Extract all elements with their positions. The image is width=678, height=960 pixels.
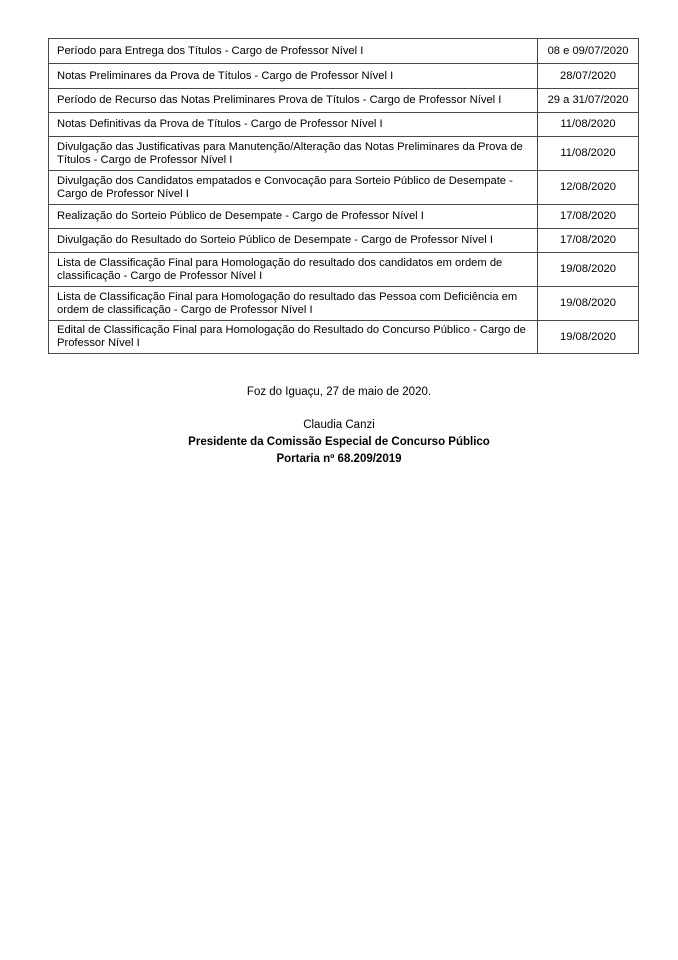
place-date: Foz do Iguaçu, 27 de maio de 2020.	[246, 386, 432, 398]
event-cell: Notas Definitivas da Prova de Títulos - Cargo de Professor Nível I	[49, 113, 538, 137]
table-row	[49, 205, 639, 229]
date-cell: 29 a 31/07/2020	[538, 89, 639, 113]
date-cell: 19/08/2020	[538, 321, 639, 354]
event-cell: Lista de Classificação Final para Homologação do resultado das Pessoa com Deficiência em ordem de classificação - Cargo de Professor Nível I	[49, 287, 538, 321]
date-cell: 17/08/2020	[538, 205, 639, 229]
event-cell: Período de Recurso das Notas Preliminares Prova de Títulos - Cargo de Professor Nível I	[49, 89, 538, 113]
date-cell: 28/07/2020	[538, 64, 639, 89]
table-row	[49, 89, 639, 113]
event-cell: Notas Preliminares da Prova de Títulos - Cargo de Professor Nível I	[49, 64, 538, 89]
date-cell: 11/08/2020	[538, 137, 639, 171]
table-row	[49, 321, 639, 354]
event-cell: Edital de Classificação Final para Homologação do Resultado do Concurso Público - Cargo de Professor Nível I	[49, 321, 538, 354]
schedule-table	[48, 38, 639, 354]
table-row	[49, 39, 639, 64]
date-cell: 17/08/2020	[538, 229, 639, 253]
table-row	[49, 287, 639, 321]
table-row	[49, 171, 639, 205]
signer-name: Claudia Canzi	[303, 419, 375, 431]
signer-title: Presidente da Comissão Especial de Concurso Público	[188, 436, 490, 448]
table-row	[49, 64, 639, 89]
event-cell: Divulgação do Resultado do Sorteio Público de Desempate - Cargo de Professor Nível I	[49, 229, 538, 253]
date-cell: 19/08/2020	[538, 287, 639, 321]
date-cell: 08 e 09/07/2020	[538, 39, 639, 64]
ordinance-number: Portaria nº 68.209/2019	[276, 453, 402, 465]
event-cell: Lista de Classificação Final para Homologação do resultado dos candidatos em ordem de classificação - Cargo de Professor Nível I	[49, 253, 538, 287]
event-cell: Realização do Sorteio Público de Desempate - Cargo de Professor Nível I	[49, 205, 538, 229]
event-cell: Divulgação das Justificativas para Manutenção/Alteração das Notas Preliminares da Prova de Títulos - Cargo de Professor Nível I	[49, 137, 538, 171]
event-cell: Período para Entrega dos Títulos - Cargo de Professor Nível I	[49, 39, 538, 64]
table-row	[49, 113, 639, 137]
table-row	[49, 253, 639, 287]
table-row	[49, 137, 639, 171]
event-cell: Divulgação dos Candidatos empatados e Convocação para Sorteio Público de Desempate - Cargo de Professor Nível I	[49, 171, 538, 205]
date-cell: 11/08/2020	[538, 113, 639, 137]
table-row	[49, 229, 639, 253]
date-cell: 19/08/2020	[538, 253, 639, 287]
date-cell: 12/08/2020	[538, 171, 639, 205]
